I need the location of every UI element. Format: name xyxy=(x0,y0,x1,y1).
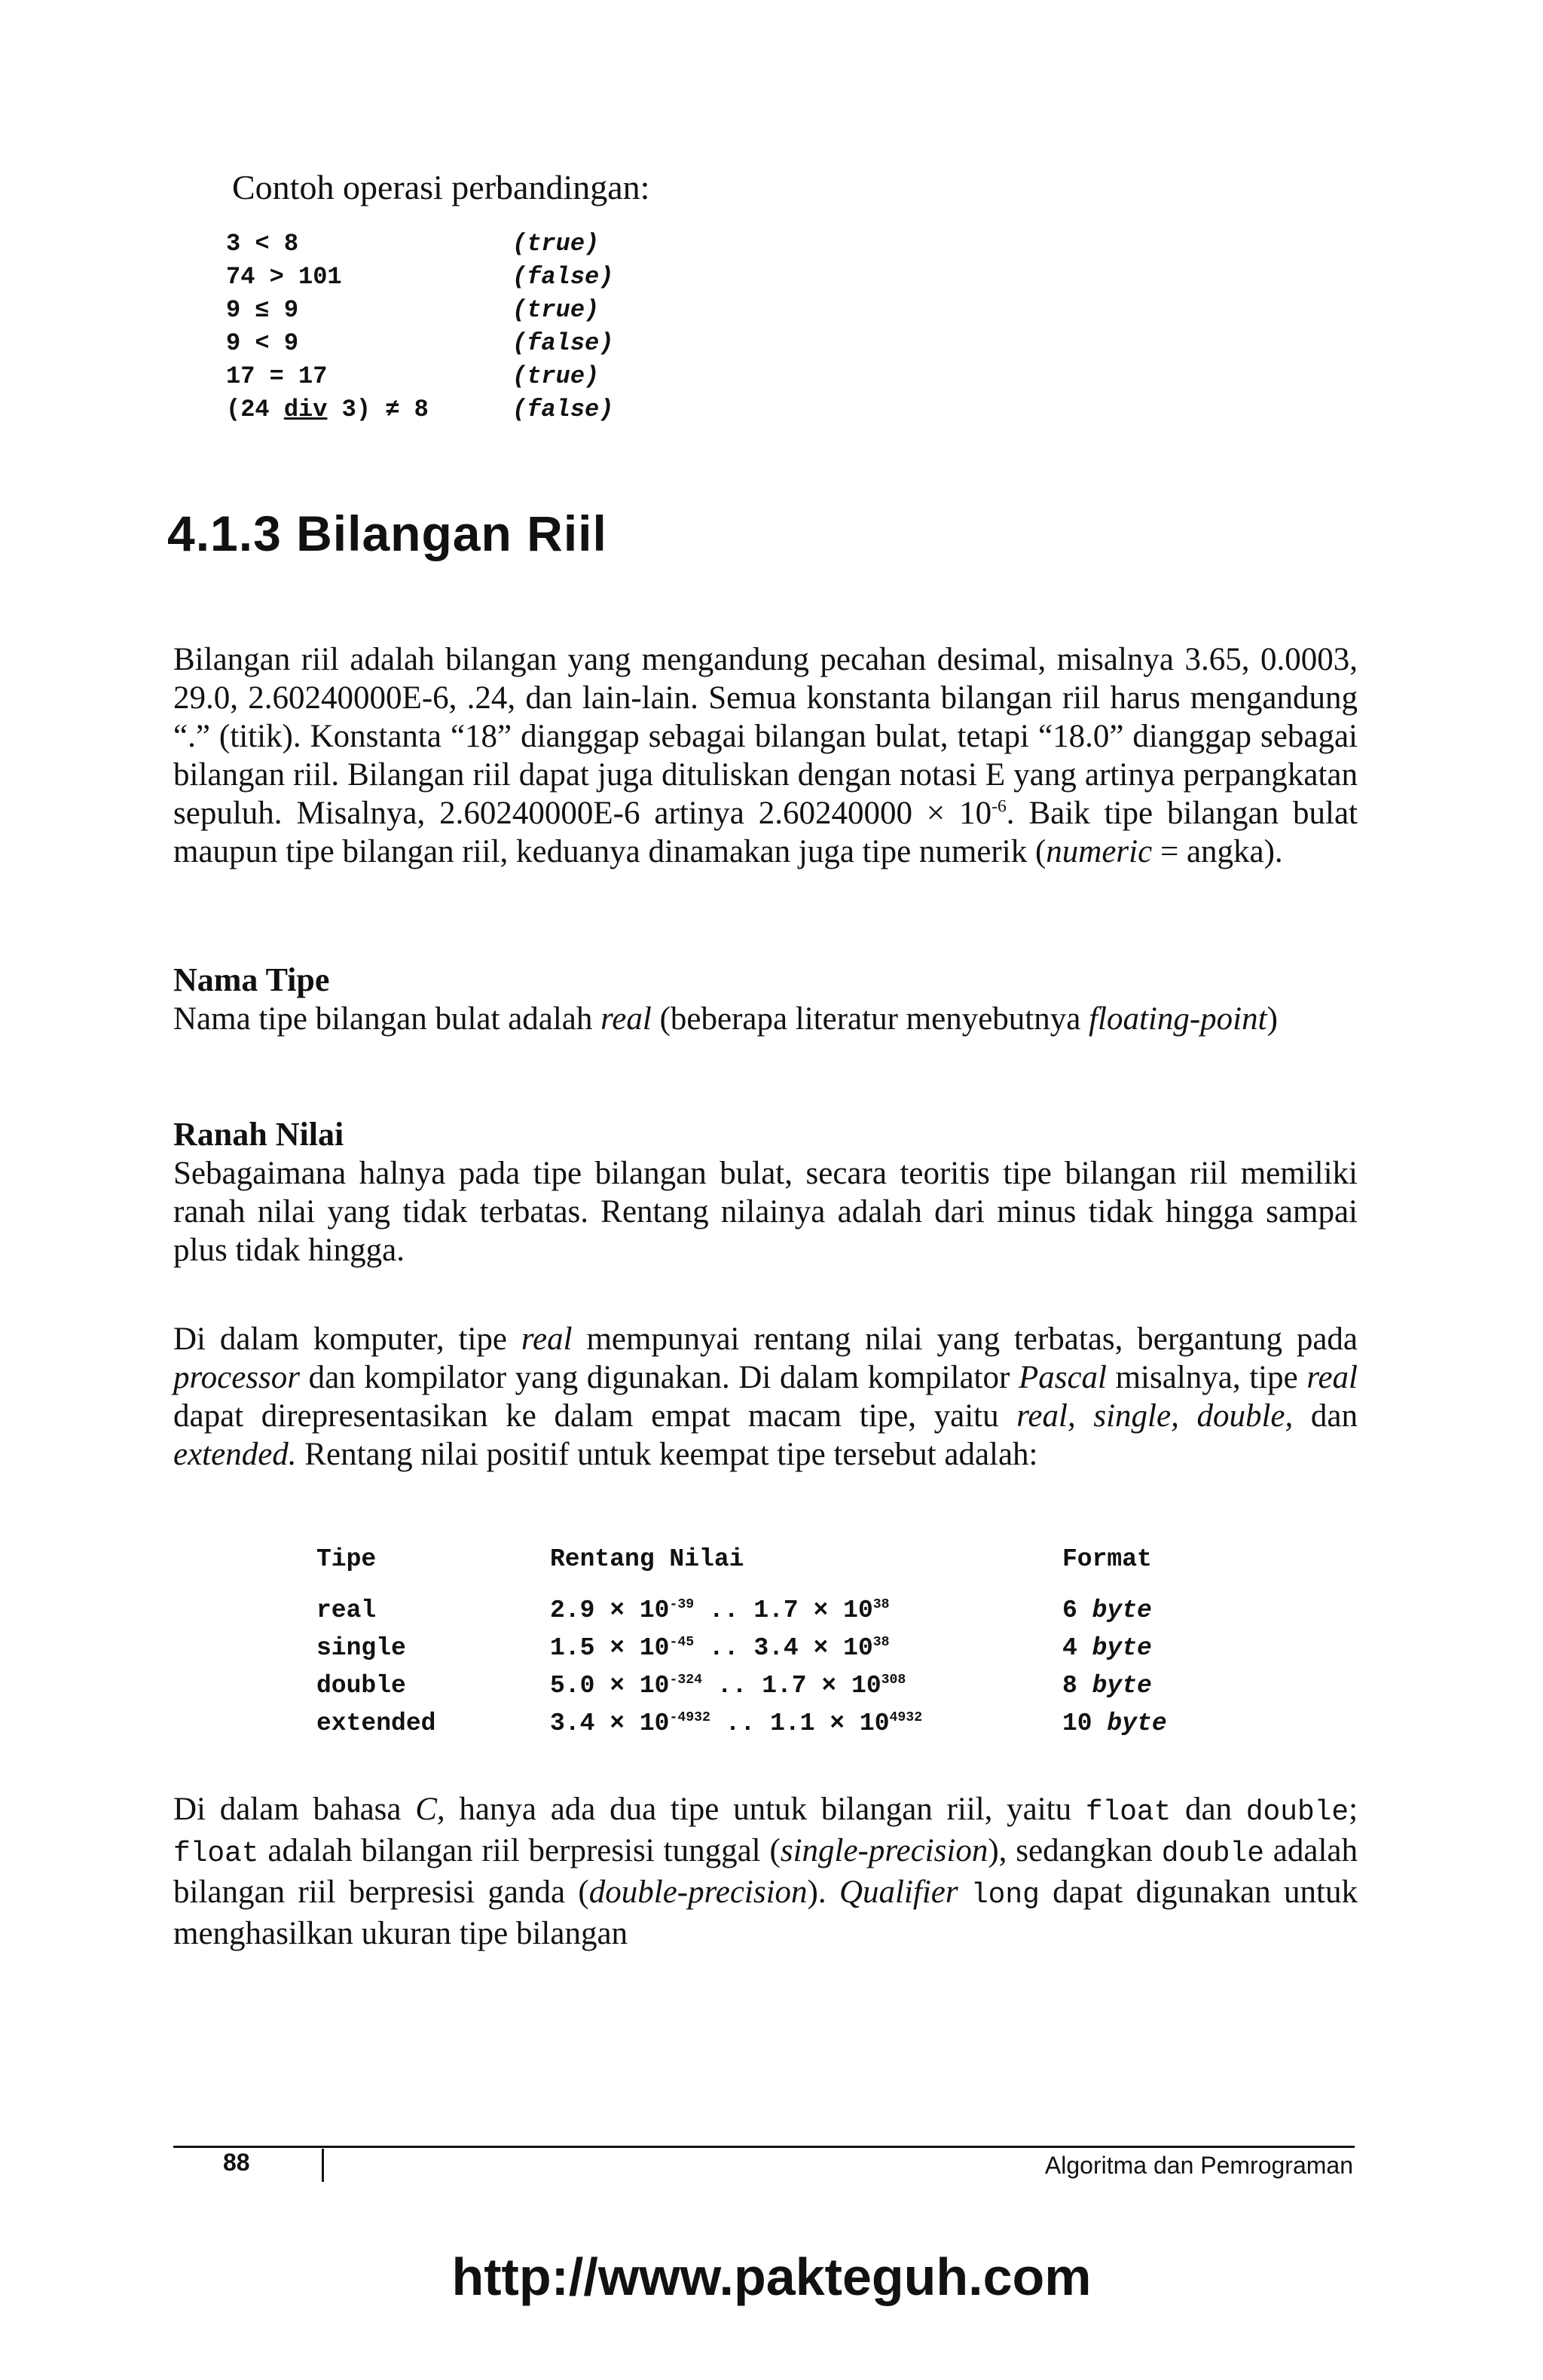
intro-text: Contoh operasi perbandingan: xyxy=(232,168,650,206)
range-cell xyxy=(550,1630,1062,1667)
comparison-examples xyxy=(226,228,738,426)
comparison-expression: 9 ≤ 9 xyxy=(226,296,299,324)
exponent: 4932 xyxy=(889,1710,923,1725)
text: dan kompilator yang digunakan. Di dalam kompilator xyxy=(300,1360,1019,1395)
table-header-row xyxy=(316,1541,1205,1578)
range-cell xyxy=(550,1592,1062,1630)
text: (beberapa literatur menyebutnya xyxy=(651,1001,1089,1037)
range-high: 1.7 × 10 xyxy=(762,1672,881,1700)
comparison-result: (true) xyxy=(512,362,600,390)
comparison-expression xyxy=(226,393,512,426)
text: misalnya, tipe xyxy=(1106,1360,1307,1395)
table-row xyxy=(316,1630,1205,1667)
text: . Baik tipe bilangan bulat maupun tipe bilangan riil, keduanya dinamakan juga tipe numerik ( xyxy=(173,796,1358,869)
comparison-row xyxy=(226,327,738,360)
size: 8 xyxy=(1062,1672,1077,1700)
text: adalah bilangan riil berpresisi ganda ( xyxy=(173,1833,1358,1910)
type-cell: extended xyxy=(316,1709,436,1737)
range-sep: .. xyxy=(694,1634,754,1662)
comparison-result: (true) xyxy=(512,230,600,258)
range-table xyxy=(316,1541,1205,1743)
comparison-row xyxy=(226,360,738,393)
expr-part: (24 xyxy=(226,396,284,423)
size: 10 xyxy=(1062,1709,1092,1737)
page-number: 88 xyxy=(223,2149,250,2176)
unit: byte xyxy=(1092,1634,1152,1662)
text: Di dalam bahasa xyxy=(173,1792,416,1827)
exponent: 308 xyxy=(881,1673,906,1688)
exponent: 38 xyxy=(872,1597,890,1612)
size: 6 xyxy=(1062,1596,1077,1624)
code-keyword: long xyxy=(970,1879,1040,1911)
range-sep: .. xyxy=(710,1709,771,1737)
range-high: 1.7 × 10 xyxy=(753,1596,873,1624)
comparison-expression: 3 < 8 xyxy=(226,230,299,258)
text: dan xyxy=(1293,1398,1358,1434)
text: Sebagaimana halnya pada tipe bilangan bulat, secara teoritis tipe bilangan riil memiliki ranah nilai yang tidak terbatas. Rentang nilainya adalah dari minus tidak hingga sampai plus tidak hingga. xyxy=(173,1156,1358,1268)
range-high: 1.1 × 10 xyxy=(770,1709,890,1737)
range-sep: .. xyxy=(701,1672,762,1700)
emphasis: Pascal xyxy=(1018,1360,1107,1395)
unit: byte xyxy=(1092,1672,1152,1700)
range-low: 2.9 × 10 xyxy=(550,1596,670,1624)
type-cell: single xyxy=(316,1634,406,1662)
paragraph-komputer xyxy=(173,1320,1358,1474)
comparison-row xyxy=(226,228,738,261)
emphasis: extended. xyxy=(173,1437,297,1472)
format-cell xyxy=(1062,1630,1205,1667)
emphasis: real xyxy=(1306,1360,1358,1395)
exponent: -39 xyxy=(669,1597,695,1612)
type-cell: double xyxy=(316,1672,406,1700)
emphasis: floating-point xyxy=(1089,1001,1267,1037)
emphasis: Qualifier xyxy=(839,1874,958,1910)
code-keyword: float xyxy=(173,1838,259,1870)
footer-divider xyxy=(173,2146,1355,2148)
comparison-result: (false) xyxy=(512,263,614,291)
heading-ranah-nilai: Ranah Nilai xyxy=(173,1116,344,1153)
range-low: 1.5 × 10 xyxy=(550,1634,670,1662)
text: adalah bilangan riil berpresisi tunggal ( xyxy=(258,1833,781,1868)
code-keyword: float xyxy=(1085,1796,1172,1829)
book-title: Algoritma dan Pemrograman xyxy=(1044,2152,1353,2179)
paragraph-nama-tipe xyxy=(173,1000,1358,1038)
comparison-result: (false) xyxy=(512,329,614,357)
comparison-row xyxy=(226,294,738,327)
range-cell xyxy=(550,1705,1062,1743)
type-cell: real xyxy=(316,1596,377,1624)
text: mempunyai rentang nilai yang terbatas, bergantung pada xyxy=(572,1321,1358,1357)
range-cell xyxy=(550,1667,1062,1705)
section-title: 4.1.3 Bilangan Riil xyxy=(167,506,607,561)
emphasis: processor xyxy=(173,1360,301,1395)
paragraph-bahasa-c xyxy=(173,1790,1358,1953)
text: dapat direpresentasikan ke dalam empat macam tipe, yaitu xyxy=(173,1398,1017,1434)
paragraph-ranah-nilai xyxy=(173,1154,1358,1269)
table-row xyxy=(316,1592,1205,1630)
format-cell xyxy=(1062,1667,1205,1705)
emphasis: C, xyxy=(415,1792,445,1827)
comparison-expression: 9 < 9 xyxy=(226,329,299,357)
comparison-expression: 74 > 101 xyxy=(226,263,342,291)
heading-nama-tipe: Nama Tipe xyxy=(173,961,330,998)
website-url: http://www.pakteguh.com xyxy=(451,2247,1092,2306)
range-high: 3.4 × 10 xyxy=(753,1634,873,1662)
comparison-row xyxy=(226,393,738,426)
comparison-result: (true) xyxy=(512,296,600,324)
exponent: -6 xyxy=(991,796,1007,817)
expr-part: 3) ≠ 8 xyxy=(327,396,429,423)
text: Nama tipe bilangan bulat adalah xyxy=(173,1001,601,1037)
code-keyword: double xyxy=(1161,1838,1264,1870)
text: = angka). xyxy=(1152,834,1283,869)
column-header: Format xyxy=(1062,1545,1152,1573)
size: 4 xyxy=(1062,1634,1077,1662)
code-keyword: double xyxy=(1245,1796,1349,1829)
text xyxy=(958,1874,971,1910)
range-low: 5.0 × 10 xyxy=(550,1672,670,1700)
footer-separator xyxy=(322,2149,324,2182)
format-cell xyxy=(1062,1592,1205,1630)
format-cell xyxy=(1062,1705,1205,1743)
unit: byte xyxy=(1107,1709,1167,1737)
text: ; xyxy=(1349,1792,1358,1827)
text: Rentang nilai positif untuk keempat tipe tersebut adalah: xyxy=(296,1437,1038,1472)
column-header: Rentang Nilai xyxy=(550,1545,744,1573)
text: ) xyxy=(1266,1001,1278,1037)
text: dapat digunakan untuk menghasilkan ukuran tipe bilangan xyxy=(173,1874,1358,1951)
range-sep: .. xyxy=(694,1596,754,1624)
exponent: 38 xyxy=(872,1635,890,1650)
paragraph-bilangan-riil xyxy=(173,640,1358,871)
column-header: Tipe xyxy=(316,1545,377,1573)
comparison-expression: 17 = 17 xyxy=(226,362,328,390)
text: dan xyxy=(1171,1792,1246,1827)
emphasis: real, single, double, xyxy=(1016,1398,1294,1434)
div-keyword: div xyxy=(283,396,328,423)
range-low: 3.4 × 10 xyxy=(550,1709,670,1737)
text: ), sedangkan xyxy=(988,1833,1162,1868)
text: Bilangan riil adalah bilangan yang mengandung pecahan desimal, misalnya 3.65, 0.0003, 29.0, 2.60240000E-6, .24, dan lain-lain. Semua konstanta bilangan riil harus mengandung “.” (titik). Konstanta “18” dianggap sebagai bilangan bulat, tetapi “18.0” dianggap sebagai bilangan riil. Bilangan riil dapat juga dituliskan dengan notasi E yang artinya perpangkatan sepuluh. Misalnya, 2.60240000E-6 artinya 2.60240000 × 10 xyxy=(173,642,1358,831)
table-row xyxy=(316,1705,1205,1743)
unit: byte xyxy=(1092,1596,1152,1624)
comparison-result: (false) xyxy=(512,396,614,423)
emphasis: real xyxy=(600,1001,652,1037)
table-row xyxy=(316,1667,1205,1705)
emphasis: numeric xyxy=(1046,834,1153,869)
text: hanya ada dua tipe untuk bilangan riil, yaitu xyxy=(445,1792,1086,1827)
exponent: -45 xyxy=(669,1635,695,1650)
emphasis: double-precision xyxy=(588,1874,808,1910)
exponent: -324 xyxy=(669,1673,702,1688)
text: ). xyxy=(807,1874,839,1910)
comparison-row xyxy=(226,261,738,294)
exponent: -4932 xyxy=(669,1710,710,1725)
text: Di dalam komputer, tipe xyxy=(173,1321,521,1357)
emphasis: real xyxy=(521,1321,573,1357)
emphasis: single-precision xyxy=(780,1833,988,1868)
